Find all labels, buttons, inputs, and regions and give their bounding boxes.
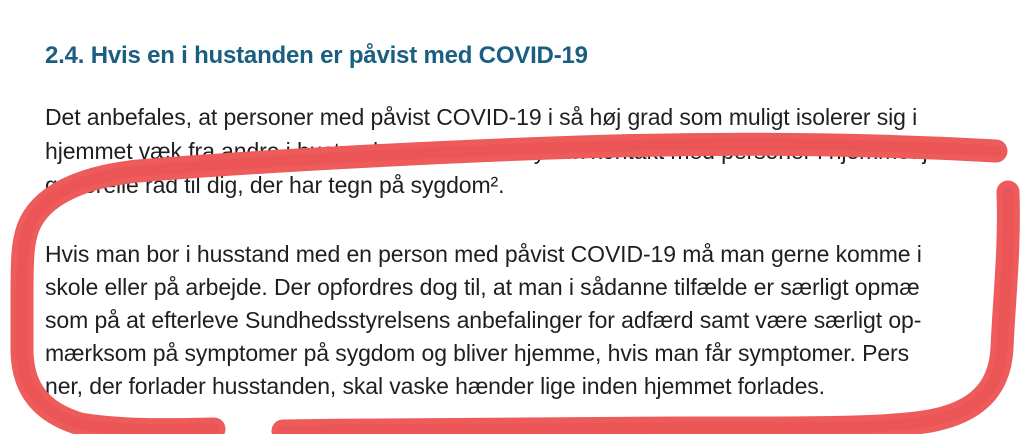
text-line: Det anbefales, at personer med påvist COVID-19 i så høj grad som muligt isolerer sig i bbox=[45, 104, 918, 130]
text-line: som på at efterleve Sundhedsstyrelsens anbefalinger for adfærd samt være særligt op- bbox=[45, 307, 922, 333]
paragraph-2 bbox=[45, 238, 922, 403]
section-heading: 2.4. Hvis en i hustanden er påvist med COVID-19 bbox=[45, 42, 588, 69]
text-line: skole eller på arbejde. Der opfordres dog til, at man i sådanne tilfælde er særligt opmæ bbox=[45, 274, 920, 300]
text-line: generelle råd til dig, der har tegn på sygdom². bbox=[45, 172, 505, 198]
text-line: hjemmet væk fra andre i hustanden og ikke har fysisk kontakt med personer i hjemmet jf bbox=[45, 138, 934, 164]
paragraph-1 bbox=[45, 100, 934, 202]
text-line: mærksom på symptomer på sygdom og bliver hjemme, hvis man får symptomer. Pers bbox=[45, 340, 910, 366]
text-line: Hvis man bor i husstand med en person med påvist COVID-19 må man gerne komme i bbox=[45, 241, 922, 267]
text-line: ner, der forlader husstanden, skal vaske hænder lige inden hjemmet forlades. bbox=[45, 373, 825, 399]
